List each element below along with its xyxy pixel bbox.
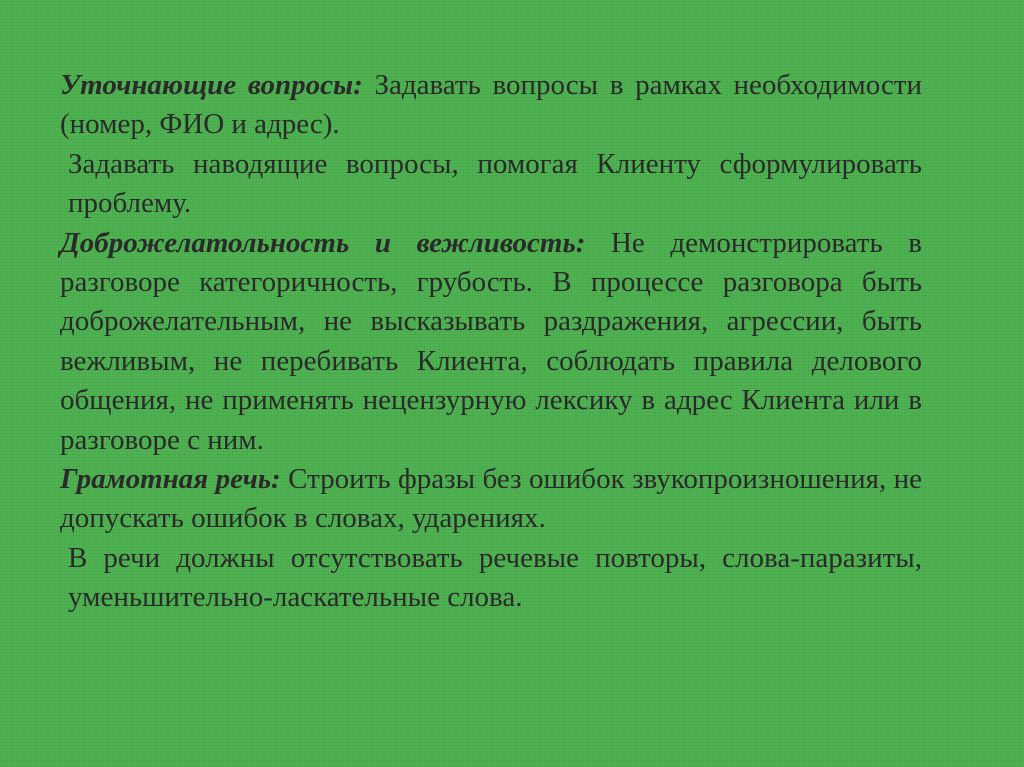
text-politeness: Не демонстрировать в разговоре категоричность, грубость. В процессе разговора быть доброжелательным, не высказывать раздражения, агрессии, быть вежливым, не перебивать Клиента, соблюдать правила делового общения, не применять нецензурную лексику в адрес Клиента или в разговоре с ним. [60, 226, 922, 456]
text-literate-speech: Строить фразы без ошибок звукопроизношения, не допускать ошибок в словах, ударениях. [60, 463, 923, 535]
paragraph-leading-questions [60, 145, 922, 224]
text-leading-questions: Задавать наводящие вопросы, помогая Клиенту сформулировать проблему. [68, 147, 922, 220]
slide-text-body [60, 66, 922, 618]
heading-politeness: Доброжелатольность и вежливость: [60, 226, 586, 259]
paragraph-clarifying-questions [60, 66, 922, 145]
paragraph-speech-repetitions [60, 539, 922, 618]
text-speech-repetitions: В речи должны отсутствовать речевые повторы, слова-паразиты, уменьшительно-ласкательные слова. [68, 541, 922, 614]
heading-literate-speech: Грамотная речь: [60, 463, 281, 496]
paragraph-literate-speech [60, 460, 922, 539]
heading-clarifying-questions: Уточнающие вопросы: [60, 69, 363, 101]
paragraph-politeness [60, 224, 922, 460]
text-clarifying-questions: Задавать вопросы в рамках необходимости (номер, ФИО и адрес). [60, 69, 923, 141]
